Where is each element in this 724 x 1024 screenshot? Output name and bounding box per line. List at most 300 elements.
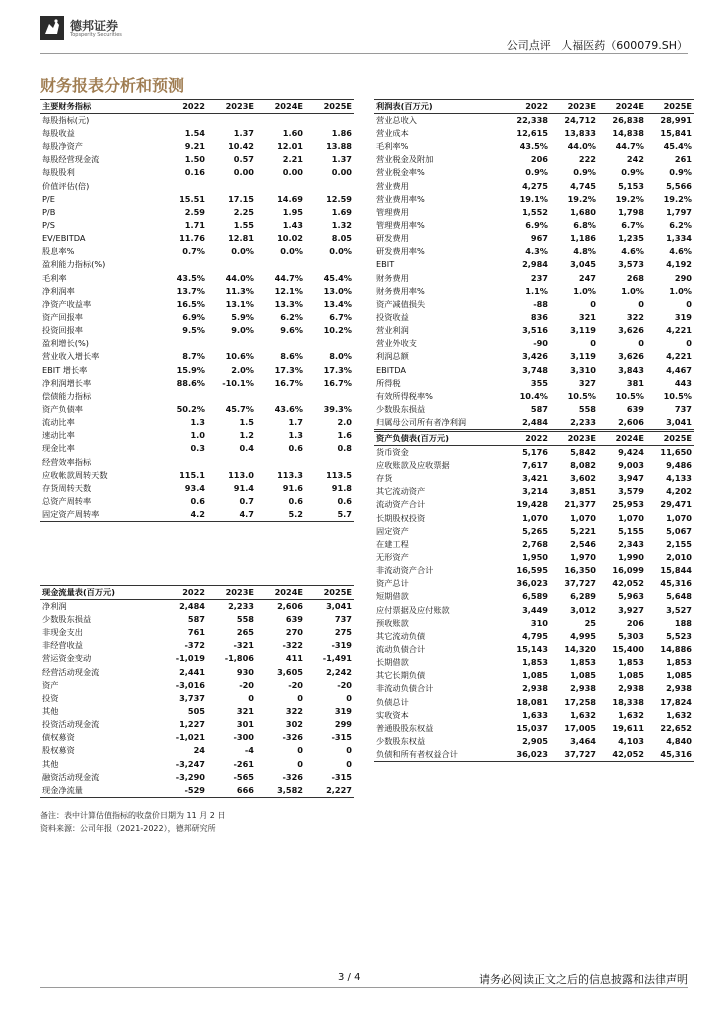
- row-value: 25,953: [612, 499, 644, 510]
- row-value: [256, 337, 305, 350]
- table-row: [374, 498, 694, 511]
- row-value: 1.2: [239, 430, 254, 441]
- row-value: 1.0: [190, 430, 205, 441]
- row-value: 7,617: [522, 460, 548, 471]
- row-value: [256, 258, 305, 271]
- row-value: 1.0%: [621, 285, 644, 296]
- table-row: [40, 639, 354, 652]
- table-row: [40, 495, 354, 508]
- row-value: 13.7%: [176, 285, 205, 296]
- row-value: 6.7%: [329, 312, 352, 323]
- row-value: [158, 180, 207, 193]
- row-value: 4.6%: [669, 246, 692, 257]
- row-value: 1.55: [233, 220, 254, 231]
- row-value: 0: [297, 745, 303, 756]
- row-label: 无形资产: [376, 552, 409, 563]
- row-value: 206: [626, 617, 644, 628]
- table-header-row: [40, 586, 354, 600]
- row-value: 1,552: [522, 206, 548, 217]
- row-label: 速动比率: [42, 430, 75, 441]
- row-value: 301: [236, 719, 254, 730]
- row-value: 3,602: [570, 473, 596, 484]
- row-value: 45.4%: [323, 272, 352, 283]
- row-value: 15,841: [660, 128, 692, 139]
- row-label: 所得税: [376, 377, 401, 388]
- table-row: [374, 180, 694, 193]
- table-row: [40, 771, 354, 784]
- row-label: 营业利润: [376, 325, 409, 336]
- row-value: 4,133: [666, 473, 692, 484]
- row-value: 0: [638, 338, 644, 349]
- row-label: 偿债能力指标: [42, 390, 92, 401]
- row-value: 37,727: [564, 578, 596, 589]
- table-row: [40, 679, 354, 692]
- row-value: 0.7: [239, 496, 254, 506]
- row-label: 负债和所有者权益合计: [374, 748, 502, 762]
- row-value: 15,037: [516, 722, 548, 733]
- report-type: 公司点评: [506, 39, 551, 52]
- row-label: EV/EBITDA: [42, 233, 86, 244]
- page-title: 财务报表分析和预测: [40, 76, 185, 95]
- row-value: -20: [239, 679, 254, 690]
- row-value: 12.81: [228, 233, 254, 244]
- row-value: [305, 180, 354, 193]
- row-value: 1.95: [282, 206, 303, 217]
- table-row: [374, 232, 694, 245]
- row-value: 93.4: [184, 482, 205, 493]
- row-value: 1.71: [184, 220, 205, 231]
- row-value: 10.5%: [663, 390, 692, 401]
- row-value: 2.0%: [231, 364, 254, 375]
- table-row: [374, 377, 694, 390]
- table-row: [374, 617, 694, 630]
- row-value: 0.00: [282, 167, 303, 178]
- row-label: 流动资产合计: [376, 499, 426, 510]
- table-row: [374, 140, 694, 153]
- table-row: [40, 390, 354, 403]
- table-row: [40, 311, 354, 324]
- row-value: 270: [285, 627, 303, 638]
- row-value: 2,905: [522, 736, 548, 747]
- row-value: 1,798: [618, 206, 644, 217]
- company-logo: [40, 16, 160, 42]
- row-value: 5,153: [618, 180, 644, 191]
- row-value: 737: [334, 614, 352, 625]
- table-row: [374, 258, 694, 271]
- row-value: 443: [674, 377, 692, 388]
- row-value: 1.0%: [669, 285, 692, 296]
- table-row: [374, 127, 694, 140]
- row-value: 10.2%: [323, 325, 352, 336]
- row-value: 115.1: [179, 469, 205, 480]
- row-value: 761: [187, 627, 205, 638]
- row-label: 股权募资: [42, 745, 75, 756]
- table-row: [374, 219, 694, 232]
- row-label: 营业税金率%: [376, 167, 425, 178]
- row-value: 268: [626, 272, 644, 283]
- row-value: 8.7%: [182, 351, 205, 362]
- row-value: 639: [285, 614, 303, 625]
- row-value: -529: [158, 784, 207, 798]
- row-value: -10.1%: [222, 377, 254, 388]
- table-row: [374, 564, 694, 577]
- row-value: 16,350: [564, 565, 596, 576]
- table-row: [40, 193, 354, 206]
- table-notes: [40, 810, 225, 835]
- row-value: 411: [285, 653, 303, 664]
- row-value: 0.4: [239, 443, 254, 454]
- row-label: 净利润率: [42, 285, 75, 296]
- row-label: 其他: [42, 758, 59, 769]
- row-label: 其它流动负债: [376, 630, 426, 641]
- row-value: 261: [674, 154, 692, 165]
- row-label: 管理费用率%: [376, 220, 425, 231]
- row-value: 11.3%: [225, 285, 254, 296]
- table-row: [40, 692, 354, 705]
- table-row: [40, 600, 354, 614]
- row-value: 1,085: [666, 670, 692, 681]
- row-value: -319: [331, 640, 352, 651]
- row-value: 0.7%: [182, 246, 205, 257]
- row-label: 流动负债合计: [376, 644, 426, 655]
- row-value: 242: [626, 154, 644, 165]
- row-label: 资产回报率: [42, 312, 83, 323]
- table-row: [374, 604, 694, 617]
- row-value: 4,995: [570, 630, 596, 641]
- table-row: [374, 166, 694, 179]
- table-row: [374, 206, 694, 219]
- row-value: 5.2: [256, 508, 305, 522]
- table-row: [374, 551, 694, 564]
- table-row: [40, 377, 354, 390]
- row-label: 投资: [42, 692, 59, 703]
- row-value: 505: [187, 706, 205, 717]
- row-value: 3,527: [666, 604, 692, 615]
- table-row: [40, 206, 354, 219]
- table-row: [40, 613, 354, 626]
- row-value: 1.3: [190, 417, 205, 428]
- row-value: 10.42: [228, 141, 254, 152]
- row-value: 322: [626, 312, 644, 323]
- row-label: 长期借款: [376, 657, 409, 668]
- row-label: 盈利增长(%): [42, 338, 89, 349]
- row-value: -88: [533, 298, 548, 309]
- row-value: -300: [233, 732, 254, 743]
- row-label: 管理费用: [376, 206, 409, 217]
- row-value: 737: [674, 404, 692, 415]
- row-value: [158, 337, 207, 350]
- row-value: 3,214: [522, 486, 548, 497]
- logo-chinese-name: 德邦证券: [70, 19, 119, 33]
- row-value: 0.57: [233, 154, 254, 165]
- row-value: 10.5%: [615, 390, 644, 401]
- year-header: 2022: [158, 586, 207, 600]
- year-header: 2024E: [256, 586, 305, 600]
- row-value: 17,824: [660, 696, 692, 707]
- table-row: [40, 758, 354, 771]
- table-row: [40, 258, 354, 271]
- row-value: -3,247: [175, 758, 205, 769]
- row-value: 1.1%: [525, 285, 548, 296]
- row-value: 2,233: [228, 601, 254, 611]
- table-title: 主要财务指标: [40, 100, 158, 114]
- row-value: [305, 114, 354, 128]
- key-financial-indicators-table: [40, 99, 354, 522]
- row-value: 2,484: [502, 416, 550, 430]
- row-value: 16.7%: [323, 377, 352, 388]
- row-label: 资产负债率: [42, 404, 83, 415]
- row-value: 18,338: [612, 696, 644, 707]
- row-value: 5,303: [618, 630, 644, 641]
- row-value: 5.7: [305, 508, 354, 522]
- row-value: 2,441: [179, 666, 205, 677]
- row-value: 11.76: [179, 233, 205, 244]
- row-value: 3,041: [326, 601, 352, 611]
- row-value: [256, 114, 305, 128]
- row-value: 302: [285, 719, 303, 730]
- row-value: 4,275: [522, 180, 548, 191]
- row-label: 实收资本: [376, 709, 409, 720]
- row-value: 0.6: [337, 496, 352, 506]
- row-value: 10.6%: [225, 351, 254, 362]
- row-value: 836: [530, 312, 548, 323]
- row-value: 15.9%: [176, 364, 205, 375]
- row-value: 6.9%: [182, 312, 205, 323]
- row-value: 1.0%: [573, 285, 596, 296]
- row-value: 0.9%: [573, 167, 596, 178]
- row-value: 587: [530, 404, 548, 415]
- row-value: 4.7: [207, 508, 256, 522]
- row-label: 长期股权投资: [376, 512, 426, 523]
- row-value: 206: [530, 154, 548, 165]
- row-value: 0.16: [184, 167, 205, 178]
- row-value: 91.6: [282, 482, 303, 493]
- row-value: -1,019: [175, 653, 205, 664]
- row-value: 5,648: [666, 591, 692, 602]
- row-value: [158, 114, 207, 128]
- table-row: [374, 669, 694, 682]
- row-label: 营运资金变动: [42, 653, 92, 664]
- row-value: -315: [331, 732, 352, 743]
- table-row: [374, 311, 694, 324]
- year-header: 2023E: [550, 100, 598, 114]
- row-value: 6.8%: [573, 220, 596, 231]
- row-value: -565: [233, 771, 254, 782]
- table-row: [40, 456, 354, 469]
- row-value: 6.2%: [280, 312, 303, 323]
- row-value: 381: [626, 377, 644, 388]
- row-value: 2,938: [522, 683, 548, 694]
- row-label: 研发费用: [376, 233, 409, 244]
- row-value: 5,963: [618, 591, 644, 602]
- row-value: 1,990: [618, 552, 644, 563]
- row-label: EBIT: [376, 259, 395, 270]
- row-label: 研发费用率%: [376, 246, 425, 257]
- row-value: 3,464: [570, 736, 596, 747]
- row-value: 12.59: [326, 193, 352, 204]
- row-value: 237: [530, 272, 548, 283]
- row-value: 9,486: [666, 460, 692, 471]
- row-label: 普通股股东权益: [376, 722, 434, 733]
- table-row: [374, 403, 694, 416]
- row-value: 17.3%: [274, 364, 303, 375]
- table-row: [40, 469, 354, 482]
- table-row: [374, 416, 694, 430]
- row-value: -1,491: [322, 653, 352, 664]
- row-value: 91.8: [331, 482, 352, 493]
- row-value: 45.4%: [663, 141, 692, 152]
- row-value: 1,334: [666, 233, 692, 244]
- row-label: 营业成本: [376, 128, 409, 139]
- row-value: 319: [334, 706, 352, 717]
- row-value: 3,843: [618, 364, 644, 375]
- row-value: 22,338: [516, 115, 548, 125]
- row-value: 28,991: [660, 115, 692, 125]
- row-label: 非经营收益: [42, 640, 83, 651]
- row-value: 5.9%: [231, 312, 254, 323]
- row-label: 营业收入增长率: [42, 351, 100, 362]
- row-value: 1,186: [570, 233, 596, 244]
- cash-flow-table: [40, 585, 354, 798]
- year-header: 2025E: [646, 100, 694, 114]
- row-label: 流动比率: [42, 417, 75, 428]
- table-row: [40, 285, 354, 298]
- row-value: 319: [674, 312, 692, 323]
- row-label: 少数股东损益: [42, 614, 92, 625]
- row-value: 1.7: [288, 417, 303, 428]
- row-value: 3,310: [570, 364, 596, 375]
- row-value: 1,632: [666, 709, 692, 720]
- row-label: 营业费用率%: [376, 193, 425, 204]
- row-value: 19.2%: [663, 193, 692, 204]
- row-value: 0.00: [331, 167, 352, 178]
- row-label: 债权募资: [42, 732, 75, 743]
- row-value: 88.6%: [176, 377, 205, 388]
- table-title: 资产负债表(百万元): [374, 432, 502, 446]
- row-value: 44.7%: [615, 141, 644, 152]
- row-value: 0.0%: [329, 246, 352, 257]
- row-label: 投资收益: [376, 312, 409, 323]
- row-value: 19.2%: [615, 193, 644, 204]
- row-value: 24,712: [564, 115, 596, 125]
- table-row: [40, 350, 354, 363]
- row-value: 1,085: [570, 670, 596, 681]
- table-row: [40, 219, 354, 232]
- year-header: 2023E: [207, 586, 256, 600]
- row-label: 投资活动现金流: [42, 719, 100, 730]
- row-value: [207, 180, 256, 193]
- row-value: 16.7%: [274, 377, 303, 388]
- row-value: 5,176: [522, 447, 548, 457]
- table-row: [40, 166, 354, 179]
- table-row: [374, 643, 694, 656]
- row-value: 9.5%: [182, 325, 205, 336]
- logo-mark-icon: [40, 16, 64, 40]
- row-value: 3,927: [618, 604, 644, 615]
- row-value: 3,119: [570, 351, 596, 362]
- row-value: 12,615: [516, 128, 548, 139]
- table-row: [374, 245, 694, 258]
- row-value: 2,155: [666, 538, 692, 549]
- table-row: [374, 709, 694, 722]
- footer-divider: [40, 987, 688, 988]
- row-value: 3,041: [646, 416, 694, 430]
- row-value: 3,012: [570, 604, 596, 615]
- row-value: 587: [187, 614, 205, 625]
- income-statement-table: [374, 99, 694, 430]
- row-value: 1.86: [331, 128, 352, 139]
- table-row: [374, 153, 694, 166]
- row-value: 0.9%: [621, 167, 644, 178]
- row-value: 3,947: [618, 473, 644, 484]
- row-label: 投资回报率: [42, 325, 83, 336]
- row-label: 存货周转天数: [42, 482, 92, 493]
- row-label: 资产减值损失: [376, 298, 426, 309]
- row-label: 非流动资产合计: [376, 565, 434, 576]
- row-value: [305, 456, 354, 469]
- row-value: 3,748: [522, 364, 548, 375]
- row-value: 36,023: [516, 578, 548, 589]
- row-value: 21,377: [564, 499, 596, 510]
- table-row: [40, 429, 354, 442]
- row-value: 1,085: [522, 670, 548, 681]
- table-row: [40, 508, 354, 522]
- table-row: [374, 364, 694, 377]
- row-value: 4,221: [666, 351, 692, 362]
- table-title: 利润表(百万元): [374, 100, 502, 114]
- row-value: 1.43: [282, 220, 303, 231]
- row-value: 0: [346, 758, 352, 769]
- row-label: 少数股东权益: [376, 736, 426, 747]
- row-value: 9.21: [184, 141, 205, 152]
- row-value: 2.0: [337, 417, 352, 428]
- table-row: [374, 748, 694, 762]
- table-row: [40, 245, 354, 258]
- row-label: 盈利能力指标(%): [42, 259, 106, 270]
- row-value: 2,606: [277, 601, 303, 611]
- table-row: [374, 114, 694, 128]
- row-value: 3,045: [570, 259, 596, 270]
- row-value: [305, 258, 354, 271]
- row-value: 322: [285, 706, 303, 717]
- row-value: 22,652: [660, 722, 692, 733]
- row-value: 4,192: [666, 259, 692, 270]
- row-value: 1,853: [618, 657, 644, 668]
- row-value: 2,606: [598, 416, 646, 430]
- year-header: 2024E: [598, 432, 646, 446]
- row-value: 3,605: [277, 666, 303, 677]
- row-label: 财务费用率%: [376, 285, 425, 296]
- row-value: 3,516: [522, 325, 548, 336]
- row-value: 8.0%: [329, 351, 352, 362]
- row-value: 10.02: [277, 233, 303, 244]
- row-value: 1.37: [233, 128, 254, 139]
- row-value: 16.5%: [176, 298, 205, 309]
- row-label: 利润总额: [376, 351, 409, 362]
- row-value: 1,950: [522, 552, 548, 563]
- year-header: 2022: [502, 432, 550, 446]
- logo-english-name: Topsperity Securities: [70, 32, 122, 38]
- table-row: [40, 416, 354, 429]
- row-value: 265: [236, 627, 254, 638]
- row-value: 5,221: [570, 525, 596, 536]
- table-row: [40, 364, 354, 377]
- row-value: -261: [233, 758, 254, 769]
- row-label: 价值评估(倍): [42, 180, 90, 191]
- row-value: 0: [590, 338, 596, 349]
- table-row: [40, 731, 354, 744]
- row-value: [207, 258, 256, 271]
